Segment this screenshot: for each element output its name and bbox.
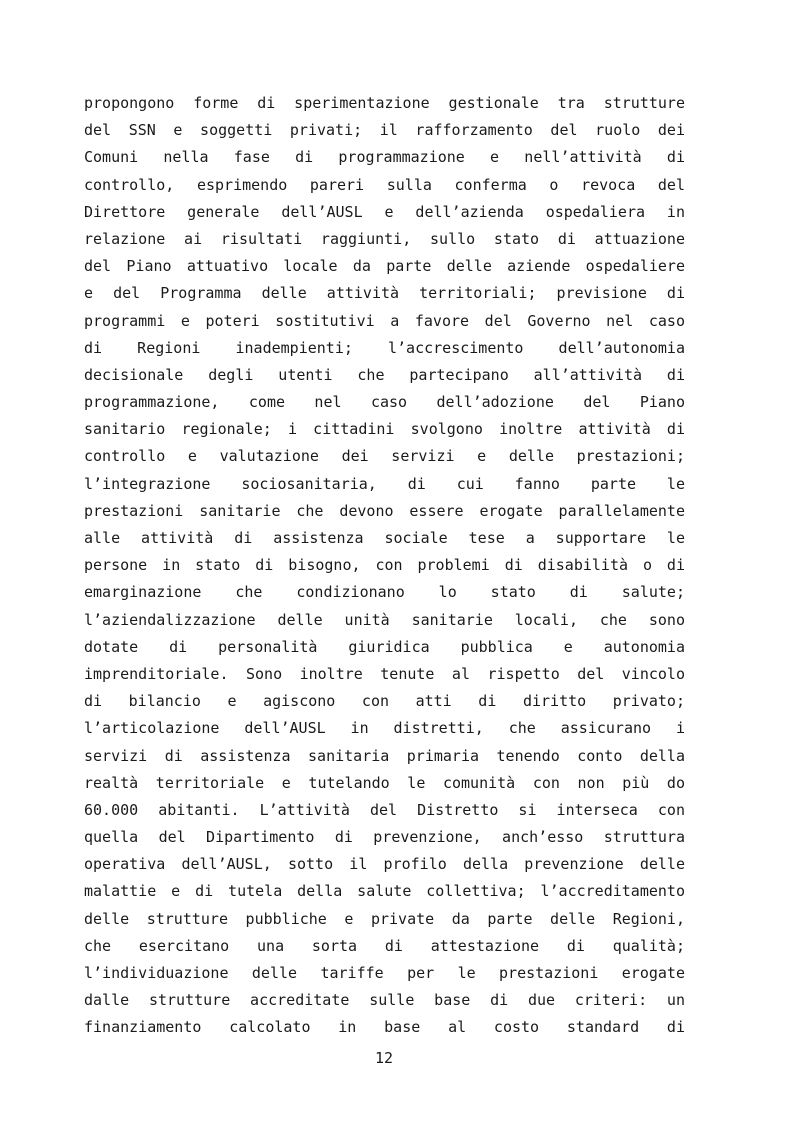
text-line: l’individuazione delle tariffe per le prestazioni erogate	[84, 964, 685, 982]
text-line: programmi e poteri sostitutivi a favore del Governo nel caso	[84, 311, 685, 330]
text-line: di bilancio e agiscono con atti di diritto privato;	[84, 692, 685, 711]
text-line: realtà territoriale e tutelando le comunità con non più do	[84, 773, 685, 792]
text-line: imprenditoriale. Sono inoltre tenute al rispetto del vincolo	[84, 664, 685, 683]
text-line: programmazione, come nel caso dell’adozione del Piano	[84, 393, 685, 412]
text-line: persone in stato di bisogno, con problemi di disabilità o di	[84, 556, 685, 575]
text-line: 60.000 abitanti. L’attività del Distretto si interseca con	[84, 800, 685, 819]
text-line: prestazioni sanitarie che devono essere erogate parallelamente	[84, 501, 685, 520]
text-line: di Regioni inadempienti; l’accrescimento dell’autonomia	[84, 338, 685, 357]
text-line: l’integrazione sociosanitaria, di cui fanno parte le	[84, 474, 685, 493]
text-line: del SSN e soggetti privati; il rafforzamento del ruolo dei	[84, 121, 685, 140]
text-line: servizi di assistenza sanitaria primaria tenendo conto della	[84, 746, 685, 765]
text-line: relazione ai risultati raggiunti, sullo stato di attuazione	[84, 229, 685, 248]
text-line: e del Programma delle attività territoriali; previsione di	[84, 284, 685, 303]
text-line: Direttore generale dell’AUSL e dell’azienda ospedaliera in	[84, 202, 685, 221]
text-line: controllo, esprimendo pareri sulla conferma o revoca del	[84, 175, 685, 194]
text-line: propongono forme di sperimentazione gestionale tra strutture	[84, 94, 685, 112]
text-line: l’articolazione dell’AUSL in distretti, che assicurano i	[84, 719, 685, 738]
text-line: alle attività di assistenza sociale tese a supportare le	[84, 529, 685, 547]
text-line: quella del Dipartimento di prevenzione, anch’esso struttura	[84, 828, 685, 847]
text-line: dalle strutture accreditate sulle base di due criteri: un	[84, 991, 685, 1010]
text-line: operativa dell’AUSL, sotto il profilo della prevenzione delle	[84, 855, 685, 874]
text-line: che esercitano una sorta di attestazione di qualità;	[84, 936, 685, 955]
text-line: del Piano attuativo locale da parte delle aziende ospedaliere	[84, 257, 685, 276]
text-line: delle strutture pubbliche e private da parte delle Regioni,	[84, 909, 685, 928]
page-number: 12	[374, 1049, 394, 1067]
text-line: dotate di personalità giuridica pubblica e autonomia	[84, 637, 685, 656]
text-line: malattie e di tutela della salute collettiva; l’accreditamento	[84, 882, 685, 901]
text-line: decisionale degli utenti che partecipano all’attività di	[84, 365, 685, 384]
text-line: controllo e valutazione dei servizi e delle prestazioni;	[84, 447, 685, 466]
text-line: Comuni nella fase di programmazione e nell’attività di	[84, 148, 685, 167]
text-line: sanitario regionale; i cittadini svolgono inoltre attività di	[84, 420, 685, 439]
text-line: emarginazione che condizionano lo stato di salute;	[84, 583, 685, 602]
document-body	[84, 90, 685, 1042]
text-line: finanziamento calcolato in base al costo standard di	[84, 1018, 685, 1037]
text-line: l’aziendalizzazione delle unità sanitarie locali, che sono	[84, 610, 685, 629]
